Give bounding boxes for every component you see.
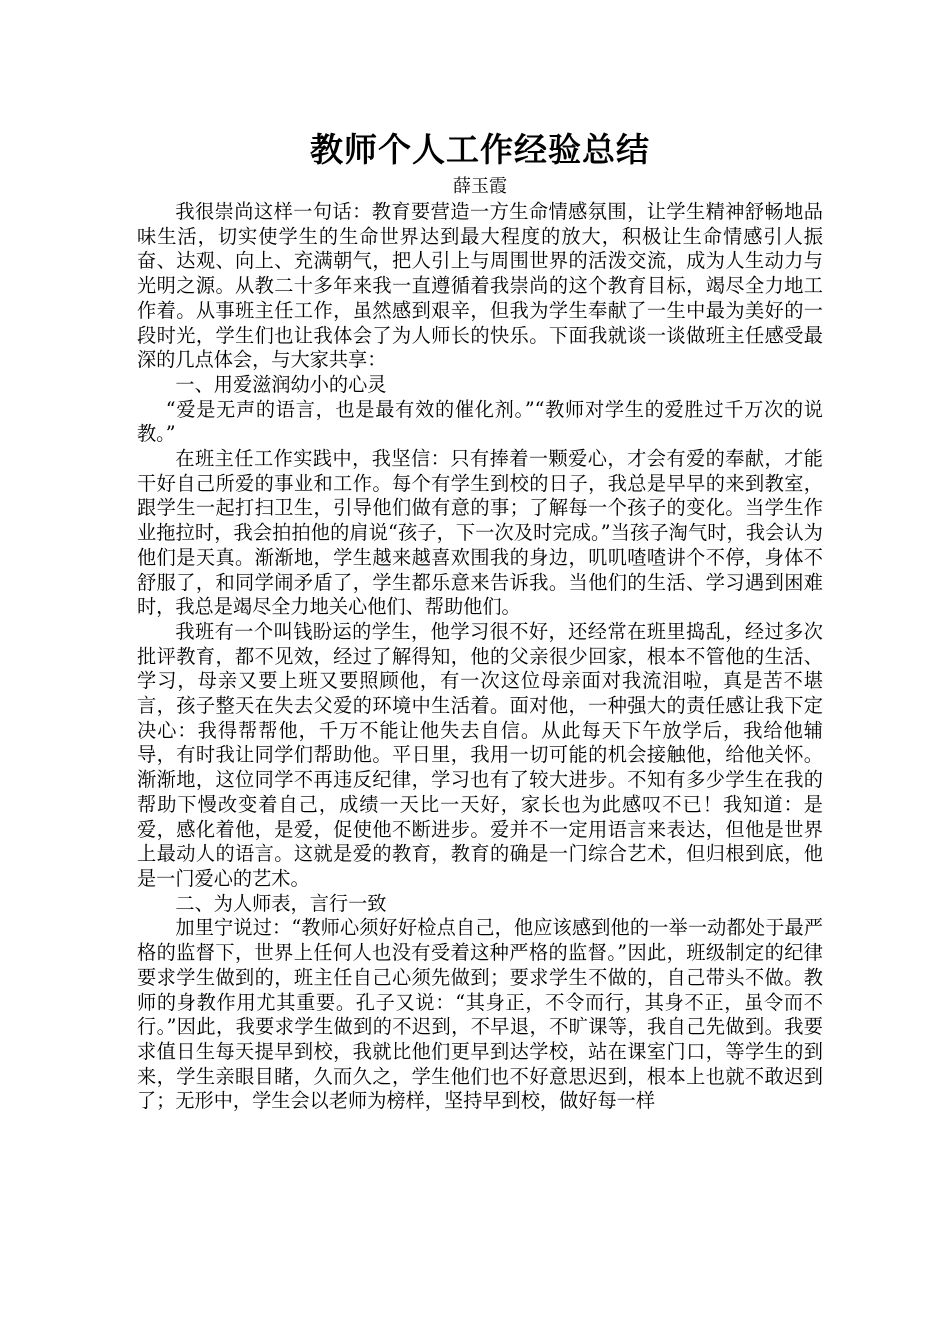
body-paragraph: 在班主任工作实践中，我坚信：只有捧着一颗爱心，才会有爱的奉献，才能干好自己所爱的事业和工作。每个有学生到校的日子，我总是早早的来到教室，跟学生一起打扫卫生，引导他们做有意的事；了解每一个孩子的变化。当学生作业拖拉时，我会拍拍他的肩说“孩子，下一次及时完成。”当孩子淘气时，我会认为他们是天真。渐渐地，学生越来越喜欢围我的身边，叽叽喳喳讲个不停，身体不舒服了，和同学闹矛盾了，学生都乐意来告诉我。当他们的生活、学习遇到困难时，我总是竭尽全力地关心他们、帮助他们。	[137, 447, 823, 619]
body-paragraph: 我班有一个叫钱盼运的学生，他学习很不好，还经常在班里捣乱，经过多次批评教育，都不见效，经过了解得知，他的父亲很少回家，根本不管他的生活、学习，母亲又要上班又要照顾他，有一次这位母亲面对我流泪啦，真是苦不堪言，孩子整天在失去父爱的环境中生活着。面对他，一种强大的责任感让我下定决心：我得帮帮他，千万不能让他失去自信。从此每天下午放学后，我给他辅导，有时我让同学们帮助他。平日里，我用一切可能的机会接触他，给他关怀。渐渐地，这位同学不再违反纪律，学习也有了较大进步。不知有多少学生在我的帮助下慢改变着自己，成绩一天比一天好，家长也为此感叹不已！我知道：是爱，感化着他，是爱，促使他不断进步。爱并不一定用语言来表达，但他是世界上最动人的语言。这就是爱的教育，教育的确是一门综合艺术，但归根到底，他是一门爱心的艺术。	[137, 619, 823, 890]
document-title: 教师个人工作经验总结	[310, 130, 650, 169]
section-heading-2: 二、为人师表，言行一致	[175, 891, 387, 915]
document-page	[137, 128, 823, 1114]
document-author: 薛玉霞	[453, 176, 507, 197]
quote-paragraph: “爱是无声的语言，也是最有效的催化剂。”“教师对学生的爱胜过千万次的说教。”	[137, 397, 823, 446]
section-heading-1: 一、用爱滋润幼小的心灵	[175, 372, 387, 396]
intro-paragraph: 我很崇尚这样一句话：教育要营造一方生命情感氛围，让学生精神舒畅地品味生活，切实使学生的生命世界达到最大程度的放大，积极让生命情感引人振奋、达观、向上、充满朝气，把人引上与周围世界的活泼交流，成为人生动力与光明之源。从教二十多年来我一直遵循着我崇尚的这个教育目标，竭尽全力地工作着。从事班主任工作，虽然感到艰辛，但我为学生奉献了一生中最为美好的一段时光，学生们也让我体会了为人师长的快乐。下面我就谈一谈做班主任感受最深的几点体会，与大家共享：	[137, 200, 823, 372]
body-paragraph: 加里宁说过：“教师心须好好检点自己，他应该感到他的一举一动都处于最严格的监督下，世界上任何人也没有受着这种严格的监督。”因此，班级制定的纪律要求学生做到的，班主任自己心须先做到；要求学生不做的，自己带头不做。教师的身教作用尤其重要。孔子又说：“其身正，不令而行，其身不正，虽令而不行。”因此，我要求学生做到的不迟到，不早退，不旷课等，我自己先做到。我要求值日生每天提早到校，我就比他们更早到达学校，站在课室门口，等学生的到来，学生亲眼目睹，久而久之，学生他们也不好意思迟到，根本上也就不敢迟到了；无形中，学生会以老师为榜样，坚持早到校，做好每一样	[137, 916, 823, 1113]
